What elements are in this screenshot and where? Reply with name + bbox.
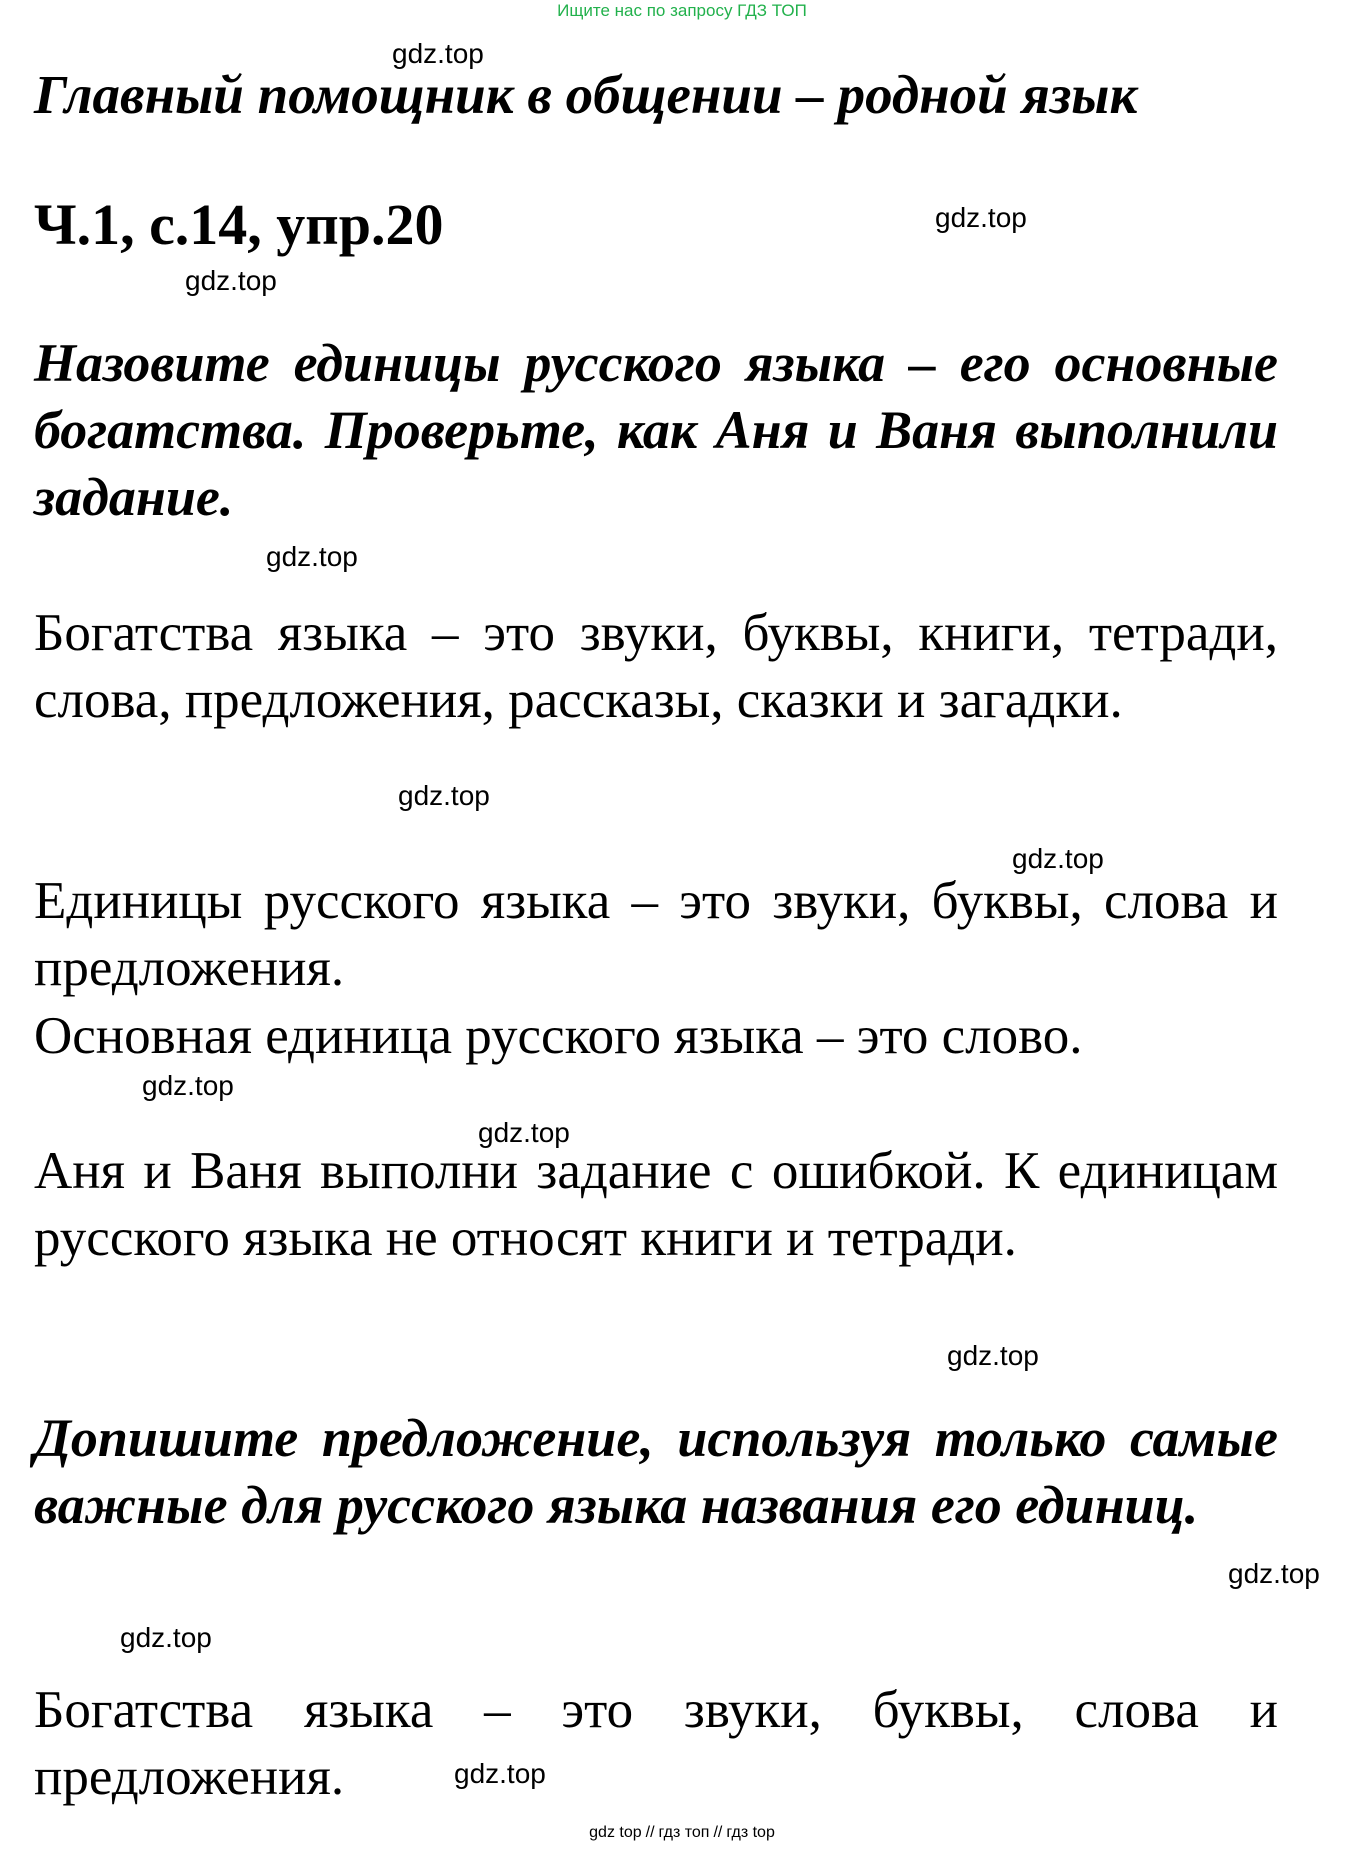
- watermark: gdz.top: [478, 1117, 570, 1148]
- footer-separator: //: [645, 1824, 655, 1841]
- answer-paragraph-1: Богатства языка – это звуки, буквы, книги, тетради, слова, предложения, рассказы, сказки и загадки.: [34, 604, 1278, 729]
- watermark: gdz.top: [142, 1070, 234, 1101]
- footer-text: gdz top: [589, 1824, 642, 1841]
- watermark: gdz.top: [1228, 1558, 1320, 1589]
- answer-paragraph-5: Богатства языка – это звуки, буквы, слова и предложения.: [34, 1681, 1278, 1806]
- watermark: gdz.top: [120, 1622, 212, 1653]
- watermark: gdz.top: [185, 265, 277, 296]
- watermark: gdz.top: [454, 1758, 546, 1789]
- watermark: gdz.top: [935, 202, 1027, 233]
- watermark: gdz.top: [1012, 843, 1104, 874]
- footer-separator: //: [713, 1824, 723, 1841]
- watermark: gdz.top: [947, 1340, 1039, 1371]
- watermark: gdz.top: [266, 541, 358, 572]
- answer-paragraph-4: Аня и Ваня выполни задание с ошибкой. К единицам русского языка не относят книги и тетради.: [34, 1142, 1278, 1267]
- exercise-reference: Ч.1, с.14, упр.20: [34, 192, 444, 257]
- top-banner: Ищите нас по запросу ГДЗ ТОП: [557, 1, 807, 20]
- page-heading: Главный помощник в общении – родной язык: [34, 64, 1138, 125]
- task-one: Назовите единицы русского языка – его основные богатства. Проверьте, как Аня и Ваня выполнили задание.: [34, 333, 1278, 527]
- footer: [0, 1822, 1364, 1844]
- watermark: gdz.top: [392, 38, 484, 69]
- footer-text: гдз топ: [658, 1824, 710, 1841]
- footer-text: гдз top: [726, 1824, 775, 1841]
- watermark: gdz.top: [398, 780, 490, 811]
- task-two: Допишите предложение, используя только самые важные для русского языка названия его единиц.: [34, 1408, 1278, 1535]
- answer-paragraph-2: Единицы русского языка – это звуки, буквы, слова и предложения.: [34, 872, 1278, 997]
- answer-paragraph-3: Основная единица русского языка – это слово.: [34, 1007, 1083, 1065]
